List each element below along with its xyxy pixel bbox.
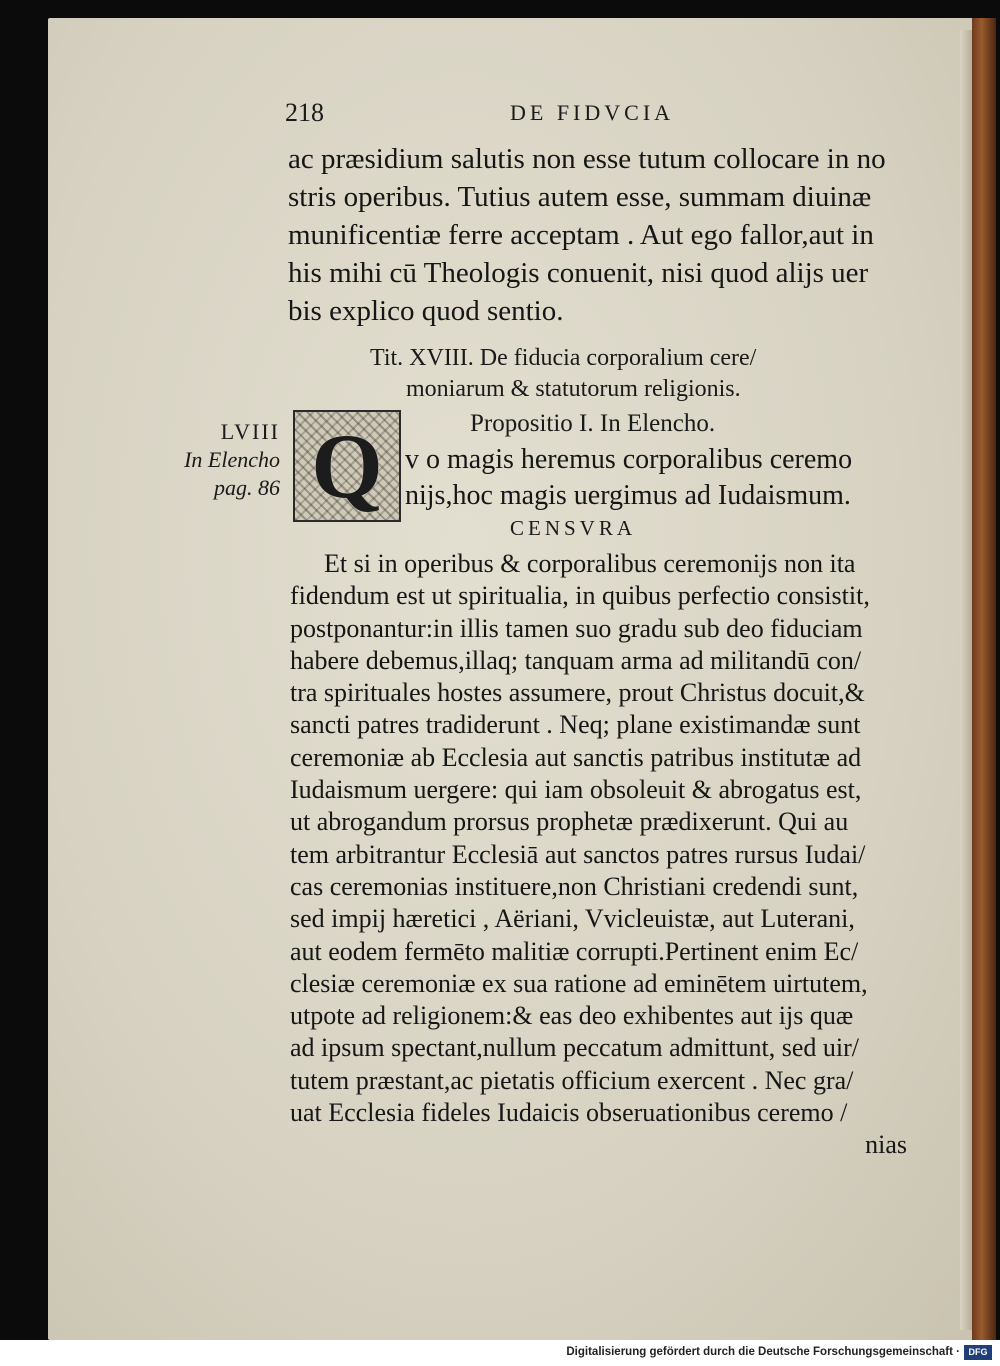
text-line: sancti patres tradiderunt . Neq; plane existimandæ sunt — [290, 710, 861, 740]
marginal-page: pag. 86 — [214, 475, 280, 500]
text-line: tutem præstant,ac pietatis officium exercent . Nec gra/ — [290, 1065, 854, 1095]
text-line: nijs,hoc magis uergimus ad Iudaismum. — [405, 480, 851, 511]
text-line: habere debemus,illaq; tanquam arma ad militandū con/ — [290, 645, 862, 675]
section-title — [370, 343, 930, 405]
running-title: DE FIDVCIA — [510, 100, 675, 125]
marginal-number: LVIII — [220, 419, 280, 444]
marginal-note — [165, 418, 280, 502]
initial-letter: Q — [311, 415, 383, 517]
censura-heading: CENSVRA — [510, 516, 637, 540]
marginal-ref: In Elencho — [184, 447, 280, 472]
text-line: Et si in operibus & corporalibus ceremonijs non ita — [324, 549, 856, 578]
text-line: bis explico quod sentio. — [288, 295, 564, 327]
catchword: nias — [865, 1130, 907, 1160]
text-line: stris operibus. Tutius autem esse, summam diuinæ — [288, 181, 872, 213]
text-line: cas ceremonias instituere,non Christiani credendi sunt, — [290, 871, 859, 901]
text-line: tra spirituales hostes assumere, prout Christus docuit,& — [290, 678, 865, 708]
text-line: aut eodem fermēto malitiæ corrupti.Pertinent enim Ec/ — [290, 936, 859, 966]
text-line: munificentiæ ferre acceptam . Aut ego fallor,aut in — [288, 219, 874, 251]
dfg-logo-icon: DFG — [964, 1345, 992, 1360]
text-line: clesiæ ceremoniæ ex sua ratione ad eminētem uirtutem, — [290, 968, 868, 998]
text-line: v o magis heremus corporalibus ceremo — [405, 444, 853, 475]
running-head — [285, 98, 905, 138]
decorated-initial — [293, 410, 401, 522]
folio-number: 218 — [285, 98, 324, 127]
propositio-text — [405, 442, 915, 514]
page-edge — [960, 30, 972, 1330]
text-line: ceremoniæ ab Ecclesia aut sanctis patribus institutæ ad — [290, 742, 862, 772]
footer-bar — [0, 1340, 1000, 1366]
main-text — [288, 140, 908, 330]
book-spine — [972, 18, 996, 1340]
text-line: postponantur:in illis tamen suo gradu sub deo fiduciam — [290, 613, 863, 643]
text-line: sed impij hæretici , Aëriani, Vvicleuistæ, aut Luterani, — [290, 904, 855, 934]
text-line: Iudaismum uergere: qui iam obsoleuit & abrogatus est, — [290, 775, 862, 805]
text-line: utpote ad religionem:& eas deo exhibentes aut ijs quæ — [290, 1001, 854, 1031]
text-line: fidendum est ut spiritualia, in quibus perfectio consistit, — [290, 581, 870, 611]
text-line: uat Ecclesia fideles Iudaicis obseruationibus ceremo / — [290, 1098, 848, 1128]
text-line: ad ipsum spectant,nullum peccatum admittunt, sed uir/ — [290, 1033, 859, 1063]
text-line: his mihi cū Theologis conuenit, nisi quod alijs uer — [288, 257, 869, 289]
title-line-2: moniarum & statutorum religionis. — [406, 376, 741, 402]
text-line: tem arbitrantur Ecclesiā aut sanctos patres rursus Iudai/ — [290, 839, 866, 869]
footer-credit: Digitalisierung gefördert durch die Deutsche Forschungsgemeinschaft · — [566, 1346, 960, 1358]
text-line: ac præsidium salutis non esse tutum collocare in no — [288, 143, 886, 175]
title-line-1: Tit. XVIII. De fiducia corporalium cere/ — [370, 345, 757, 371]
body-text — [290, 548, 915, 1162]
text-line: ut abrogandum prorsus prophetæ prædixerunt. Qui au — [290, 807, 849, 837]
propositio-heading: Propositio I. In Elencho. — [470, 410, 716, 437]
